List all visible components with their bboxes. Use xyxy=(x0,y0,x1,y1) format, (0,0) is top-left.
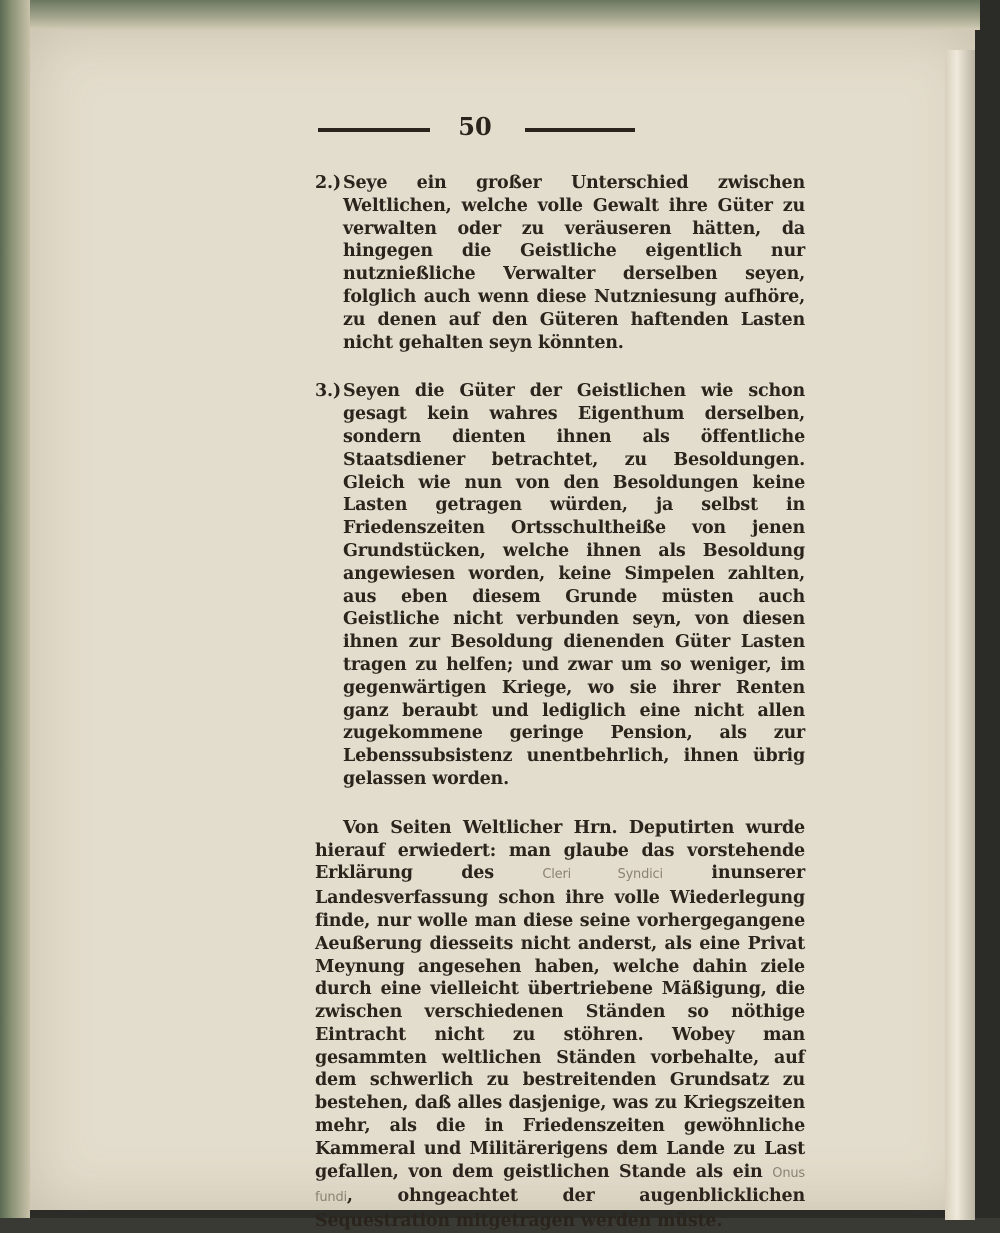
item-text: Seye ein großer Unterschied zwischen Weltlichen, welche volle Gewalt ihre Güter zu verwalten oder zu veräuseren hätten, da hingegen die Geistliche eigentlich nur nutznießliche Verwalter derselben seyen, folglich auch wenn diese Nutzniesung aufhöre, zu denen auf den Güteren haftenden Lasten nicht gehalten seyn könnten. xyxy=(343,173,805,353)
list-item xyxy=(315,380,805,790)
page-header xyxy=(310,112,640,152)
paragraph-text-2: inunserer Landesverfassung schon ihre volle Wiederlegung finde, nur wolle man diese seine vorhergegangene Aeußerung diesseits nicht anderst, als eine Privat Meynung angesehen haben, welche dahin ziele durch eine vielleicht übertriebene Mäßigung, die zwischen verschiedenen Ständen so nöthige Eintracht nicht zu stöhren. Wobey man gesammten weltlichen Ständen vorbehalte, auf dem schwerlich zu bestreitenden Grundsatz zu bestehen, daß alles dasjenige, was zu Kriegszeiten mehr, als die in Friedenszeiten gewöhnliche Kammeral und Militärerigens dem Lande zu Last gefallen, von dem geistlichen Stande als ein xyxy=(315,863,805,1182)
list-item xyxy=(315,172,805,354)
book-top-edge xyxy=(0,0,980,30)
paragraph-text-3: , ohngeachtet der augenblicklichen Sequestration mitgetragen werden müste. xyxy=(315,1186,805,1232)
latin-term-cleri-syndici: Cleri Syndici xyxy=(542,867,663,883)
body-paragraph xyxy=(315,817,805,1233)
header-rule-left xyxy=(318,128,430,132)
paragraph-text-1: Von Seiten Weltlicher Hrn. Deputirten wurde hierauf erwiedert: man glaube das vorstehende Erklärung des xyxy=(315,817,805,884)
page-fore-edge xyxy=(945,50,975,1220)
page-body xyxy=(315,172,805,1233)
item-number: 3.) xyxy=(315,381,341,402)
page-number: 50 xyxy=(458,112,492,141)
item-number: 2.) xyxy=(315,173,341,193)
latin-term-onus-fundi: Onus fundi xyxy=(315,1165,805,1206)
book-spine-edge xyxy=(0,0,30,1218)
item-text: Seyen die Güter der Geistlichen wie schon gesagt kein wahres Eigenthum derselben, sondern dienten ihnen als öffentliche Staatsdiener betrachtet, zu Besoldungen. Gleich wie nun von den Besoldungen keine Lasten getragen würden, ja selbst in Friedenszeiten Ortsschultheiße von jenen Grundstücken, welche ihnen als Besoldung angewiesen worden, keine Simpelen zahlten, aus eben diesem Grunde müsten auch Geistliche nicht verbunden seyn, von diesen ihnen zur Besoldung dienenden Güter Lasten tragen zu helfen; und zwar um so weniger, im gegenwärtigen Kriege, wo sie ihrer Renten ganz beraubt und lediglich eine nicht allen zugekommene geringe Pension, als zur Lebenssubsistenz unentbehrlich, ihnen übrig gelassen worden. xyxy=(343,381,805,789)
header-rule-right xyxy=(525,128,635,132)
